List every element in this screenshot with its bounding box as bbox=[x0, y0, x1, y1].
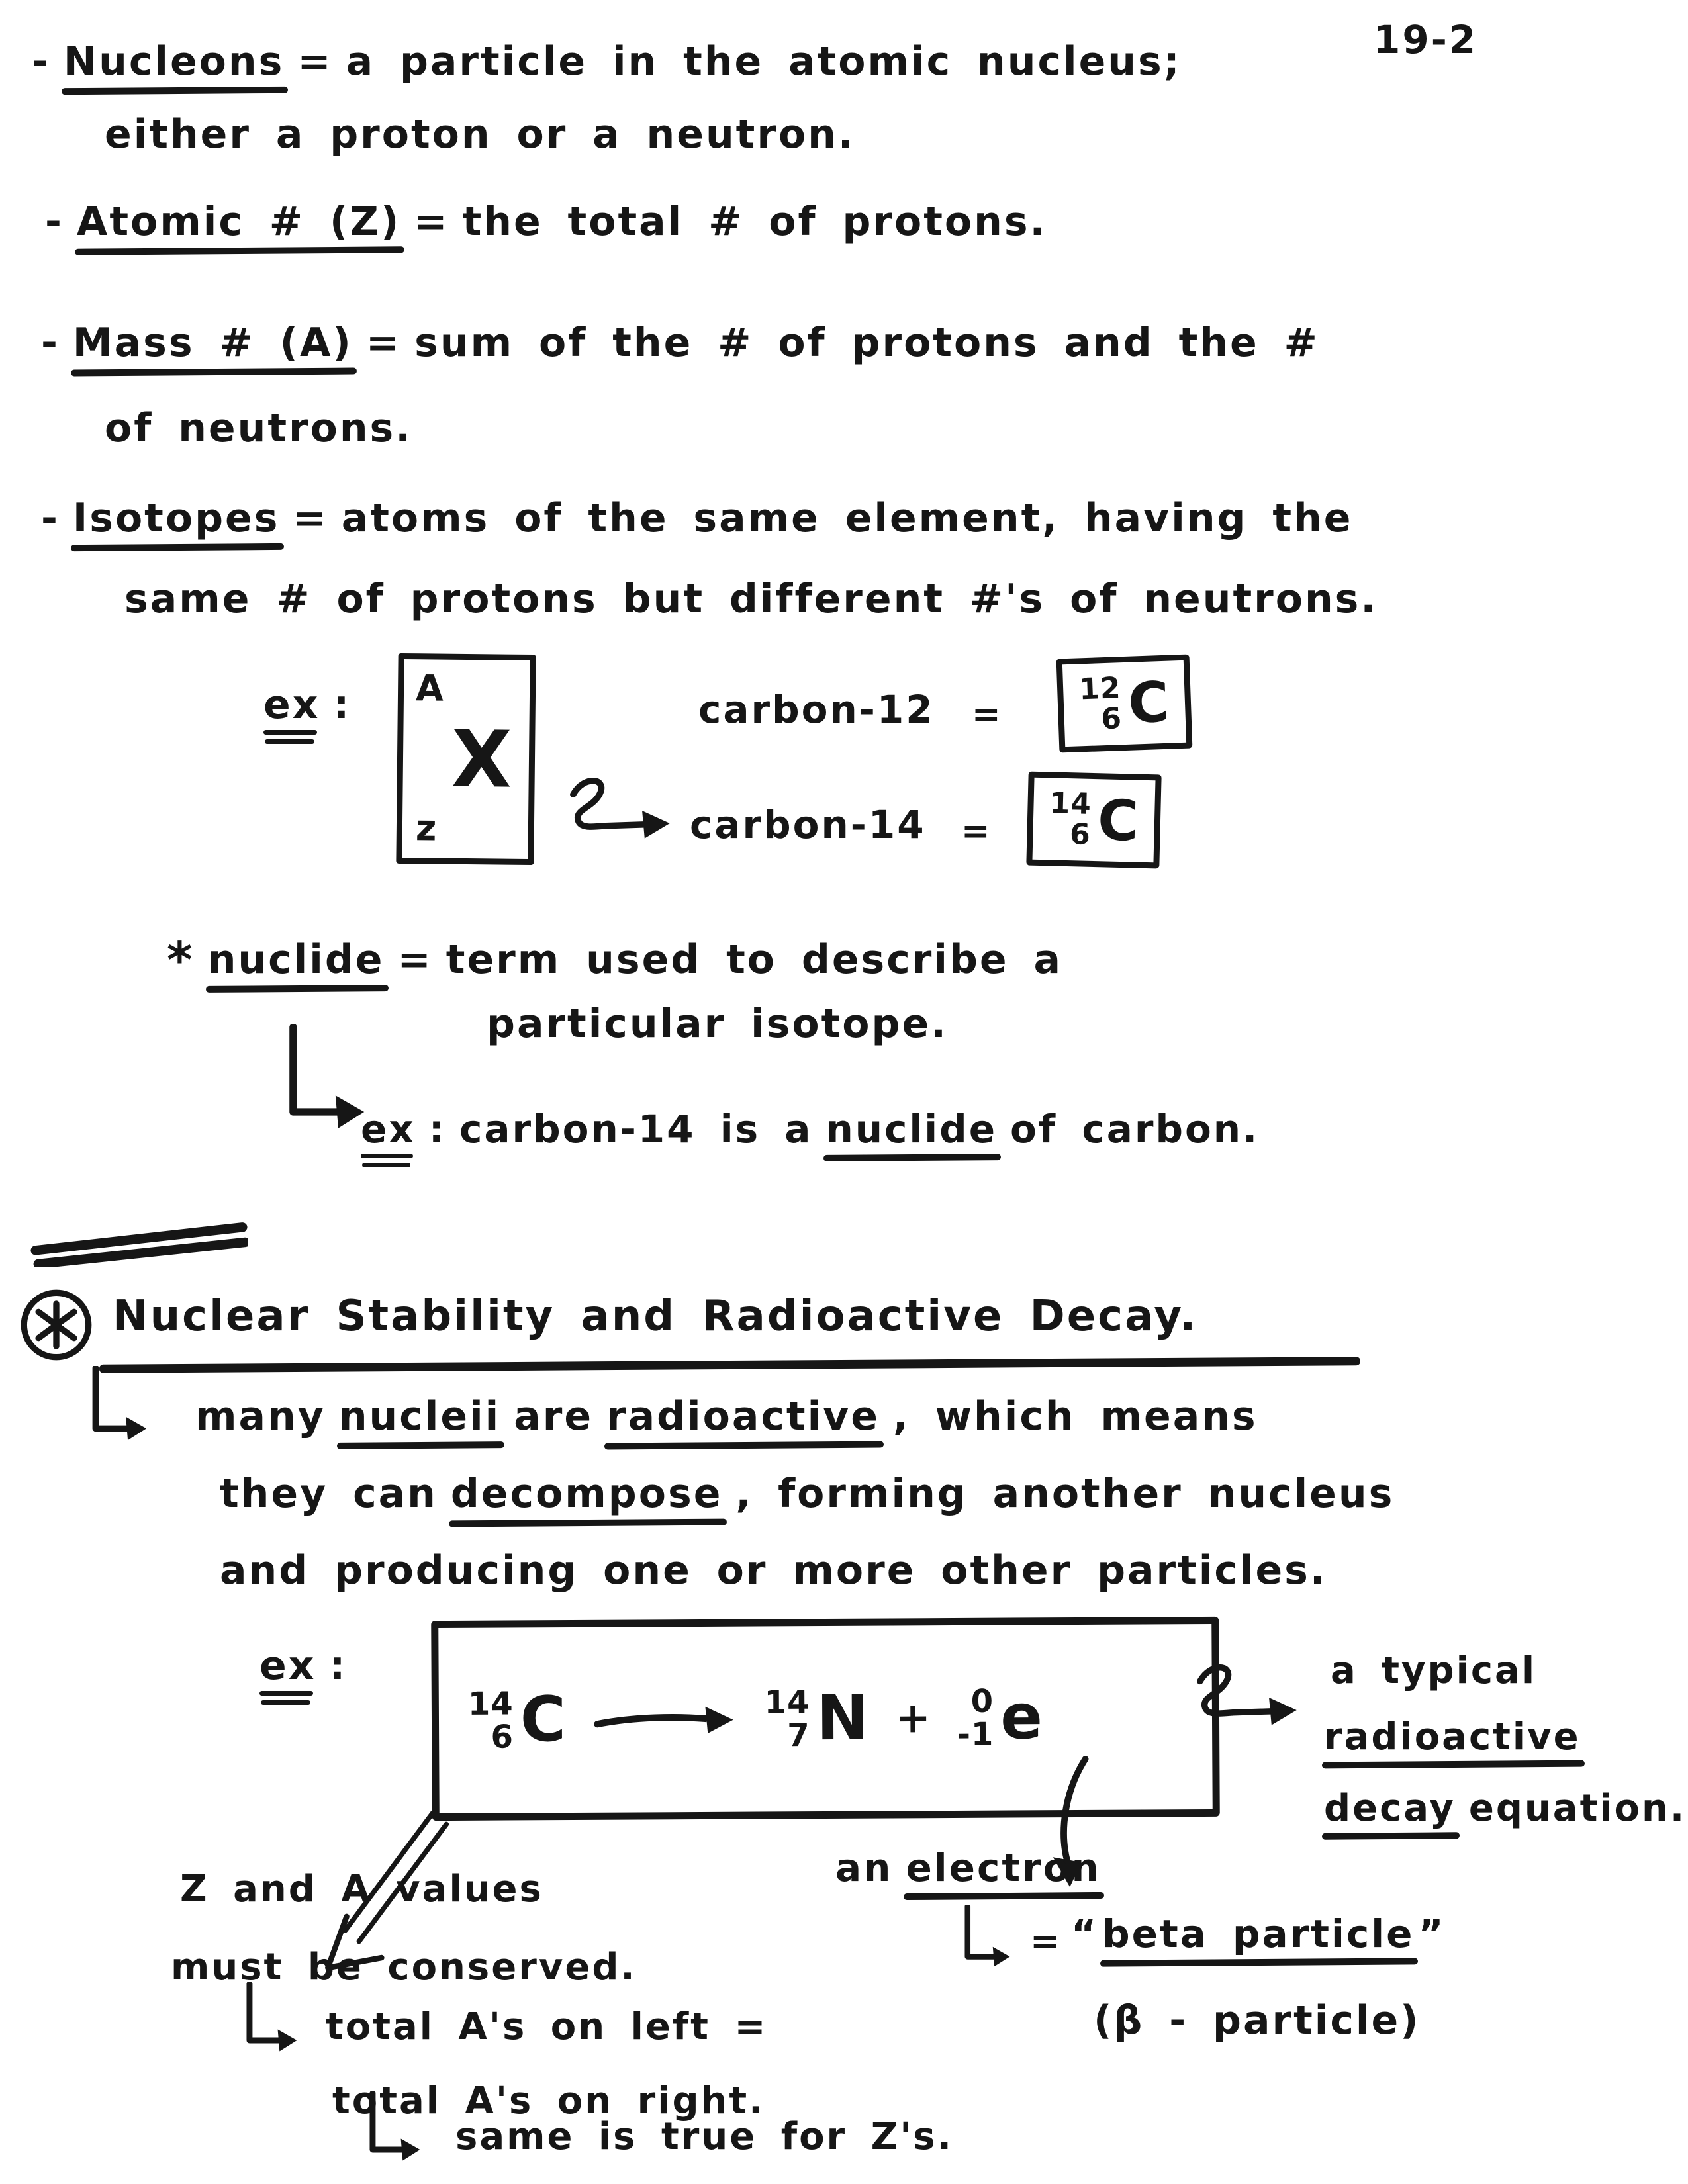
bullet-dash: - bbox=[45, 199, 64, 245]
term-atomic-number: Atomic # (Z) bbox=[76, 199, 401, 245]
plus-sign: + bbox=[895, 1694, 931, 1743]
definition-text: sum of the # of protons and the # bbox=[414, 320, 1319, 366]
elbow-arrow-icon bbox=[283, 1024, 373, 1134]
squiggle-arrow-icon bbox=[559, 771, 679, 850]
elbow-arrow-icon bbox=[85, 1366, 156, 1444]
section-title-text: Nuclear Stability and Radioactive Decay. bbox=[113, 1292, 1198, 1341]
beta-paren-line bbox=[1094, 1997, 1421, 2044]
page-number bbox=[1374, 17, 1477, 62]
paragraph-text: are bbox=[514, 1393, 594, 1439]
ex-label: ex bbox=[259, 1643, 316, 1689]
carbon14-row bbox=[690, 802, 926, 847]
paragraph-text: they can bbox=[220, 1471, 438, 1517]
decay-caption-line1 bbox=[1331, 1649, 1536, 1692]
decay-caption-line2 bbox=[1324, 1715, 1581, 1758]
definition-text: the total # of protons. bbox=[462, 199, 1047, 245]
caption-text: a typical bbox=[1331, 1649, 1537, 1692]
page-number-text: 19-2 bbox=[1374, 17, 1478, 62]
term-mass-number: Mass # (A) bbox=[72, 320, 353, 366]
atomic-number: 6 bbox=[1100, 702, 1123, 737]
mass-number: 12 bbox=[1078, 671, 1122, 707]
definition-text: a particle in the atomic nucleus; bbox=[346, 38, 1182, 85]
reactant-carbon14 bbox=[467, 1684, 567, 1756]
asterisk-bullet: * bbox=[167, 932, 195, 989]
term-nucleons: Nucleons bbox=[63, 38, 285, 85]
definition-isotopes bbox=[41, 495, 1352, 541]
carbon14-nuclide bbox=[1049, 788, 1139, 852]
carbon12-nuclide bbox=[1078, 669, 1170, 737]
note-text: an bbox=[835, 1845, 893, 1890]
equals-sign: = bbox=[972, 695, 1003, 735]
element-symbol: C bbox=[520, 1684, 567, 1756]
equals-sign: = bbox=[293, 495, 328, 541]
equals-sign: = bbox=[365, 320, 402, 366]
electron-note bbox=[835, 1845, 1101, 1890]
section-separator bbox=[30, 1219, 248, 1267]
definition-mass-line2 bbox=[105, 405, 412, 451]
equals-sign: = bbox=[414, 199, 449, 245]
atomic-number: 6 bbox=[1069, 817, 1092, 852]
product-nitrogen14 bbox=[764, 1682, 869, 1755]
note-text: must be conserved. bbox=[171, 1946, 637, 1989]
decay-caption-line3 bbox=[1324, 1787, 1686, 1830]
conservation-line1 bbox=[180, 1868, 543, 1911]
term-radioactive: radioactive bbox=[1324, 1715, 1581, 1758]
definition-isotopes-line2 bbox=[124, 576, 1378, 622]
term-nuclide: nuclide bbox=[825, 1107, 998, 1152]
definition-nucleons-line2 bbox=[105, 111, 855, 158]
mass-number: 0 bbox=[970, 1682, 994, 1720]
beta-paren-text: (β - particle) bbox=[1094, 1997, 1421, 2044]
open-quote: “ bbox=[1071, 1911, 1099, 1956]
ex-colon: : bbox=[428, 1107, 446, 1152]
beta-particle-line bbox=[1071, 1911, 1446, 1956]
squiggle-arrow-icon bbox=[1186, 1658, 1305, 1737]
note-text: same is true for Z's. bbox=[455, 2115, 954, 2158]
term-beta-particle: beta particle bbox=[1102, 1911, 1415, 1956]
conservation-a-rule1 bbox=[326, 2005, 767, 2048]
elbow-arrow-icon bbox=[959, 1905, 1018, 1970]
example-text: of carbon. bbox=[1010, 1107, 1260, 1152]
definition-text: either a proton or a neutron. bbox=[105, 111, 855, 158]
definition-text: particular isotope. bbox=[487, 1001, 948, 1047]
term-decay: decay bbox=[1324, 1787, 1456, 1830]
equals-sign: = bbox=[1030, 1921, 1062, 1962]
carbon12-equals bbox=[972, 695, 1003, 735]
paragraph-line2 bbox=[220, 1471, 1394, 1517]
ex-colon: : bbox=[329, 1643, 348, 1689]
isotope-example-label bbox=[263, 682, 351, 728]
term-nuclide: nuclide bbox=[207, 936, 385, 983]
nuclide-example-line bbox=[361, 1107, 1259, 1152]
generic-element-symbol: X bbox=[451, 713, 512, 805]
carbon12-nuclide-box bbox=[1056, 655, 1193, 753]
definition-atomic-number bbox=[45, 199, 1047, 245]
note-text: total A's on right. bbox=[332, 2079, 765, 2122]
right-arrow-icon bbox=[592, 1696, 738, 1743]
paragraph-text: , forming another nucleus bbox=[735, 1471, 1395, 1517]
decay-equation-box bbox=[431, 1617, 1220, 1821]
element-symbol: e bbox=[1000, 1681, 1043, 1754]
term-decompose: decompose bbox=[450, 1471, 723, 1517]
element-symbol: C bbox=[1127, 669, 1170, 736]
generic-mass-number: A bbox=[415, 667, 444, 709]
definition-mass-number bbox=[41, 320, 1319, 366]
definition-nucleons bbox=[32, 38, 1182, 85]
nuclide-definition bbox=[167, 928, 1062, 989]
note-text: total A's on left = bbox=[326, 2005, 768, 2048]
term-isotopes: Isotopes bbox=[72, 495, 280, 541]
paragraph-text: , which means bbox=[892, 1393, 1258, 1439]
bullet-dash: - bbox=[41, 320, 60, 366]
carbon12-name: carbon-12 bbox=[698, 687, 935, 732]
nuclide-definition-line2 bbox=[487, 1001, 948, 1047]
definition-text: same # of protons but different #'s of neutrons. bbox=[124, 576, 1378, 622]
paragraph-line3 bbox=[220, 1547, 1327, 1594]
paragraph-text: and producing one or more other particles. bbox=[220, 1547, 1327, 1594]
definition-text: atoms of the same element, having the bbox=[341, 495, 1353, 541]
ex-label: ex bbox=[263, 682, 320, 728]
elbow-arrow-icon bbox=[363, 2091, 429, 2164]
paragraph-line1 bbox=[195, 1393, 1258, 1439]
bullet-dash: - bbox=[32, 38, 50, 85]
carbon14-equals bbox=[961, 811, 992, 851]
carbon14-nuclide-box bbox=[1026, 772, 1161, 869]
section-title-underline bbox=[99, 1357, 1360, 1373]
section-title bbox=[113, 1292, 1197, 1341]
circled-asterisk-icon bbox=[19, 1287, 94, 1363]
decay-example-label bbox=[259, 1643, 347, 1689]
caption-text: equation. bbox=[1468, 1787, 1687, 1830]
generic-atomic-number: z bbox=[415, 807, 437, 849]
paragraph-text: many bbox=[195, 1393, 326, 1439]
term-electron: electron bbox=[906, 1845, 1101, 1890]
close-quote: ” bbox=[1418, 1911, 1446, 1956]
equals-sign: = bbox=[397, 936, 433, 983]
mass-number: 14 bbox=[1049, 786, 1092, 821]
carbon12-row bbox=[698, 687, 935, 732]
bullet-dash: - bbox=[41, 495, 60, 541]
beta-equals bbox=[1030, 1921, 1062, 1962]
product-electron bbox=[957, 1681, 1043, 1754]
term-radioactive: radioactive bbox=[606, 1393, 880, 1439]
generic-nuclide-box bbox=[396, 653, 536, 865]
equals-sign: = bbox=[297, 38, 333, 85]
ex-label: ex bbox=[361, 1107, 416, 1152]
equals-sign: = bbox=[961, 811, 992, 851]
note-text: Z and A values bbox=[180, 1868, 543, 1911]
term-nucleii: nucleii bbox=[338, 1393, 501, 1439]
atomic-number: 7 bbox=[787, 1717, 810, 1754]
atomic-number: -1 bbox=[957, 1715, 994, 1753]
element-symbol: N bbox=[816, 1682, 869, 1755]
elbow-arrow-icon bbox=[240, 1982, 306, 2055]
definition-text: term used to describe a bbox=[445, 936, 1062, 983]
example-text: carbon-14 is a bbox=[459, 1107, 813, 1152]
atomic-number: 6 bbox=[491, 1718, 514, 1756]
mass-number: 14 bbox=[764, 1683, 810, 1721]
element-symbol: C bbox=[1097, 788, 1140, 854]
carbon14-name: carbon-14 bbox=[690, 802, 926, 847]
conservation-z-rule bbox=[455, 2115, 953, 2158]
ex-colon: : bbox=[333, 682, 352, 728]
mass-number: 14 bbox=[467, 1685, 514, 1723]
definition-text: of neutrons. bbox=[105, 405, 413, 451]
